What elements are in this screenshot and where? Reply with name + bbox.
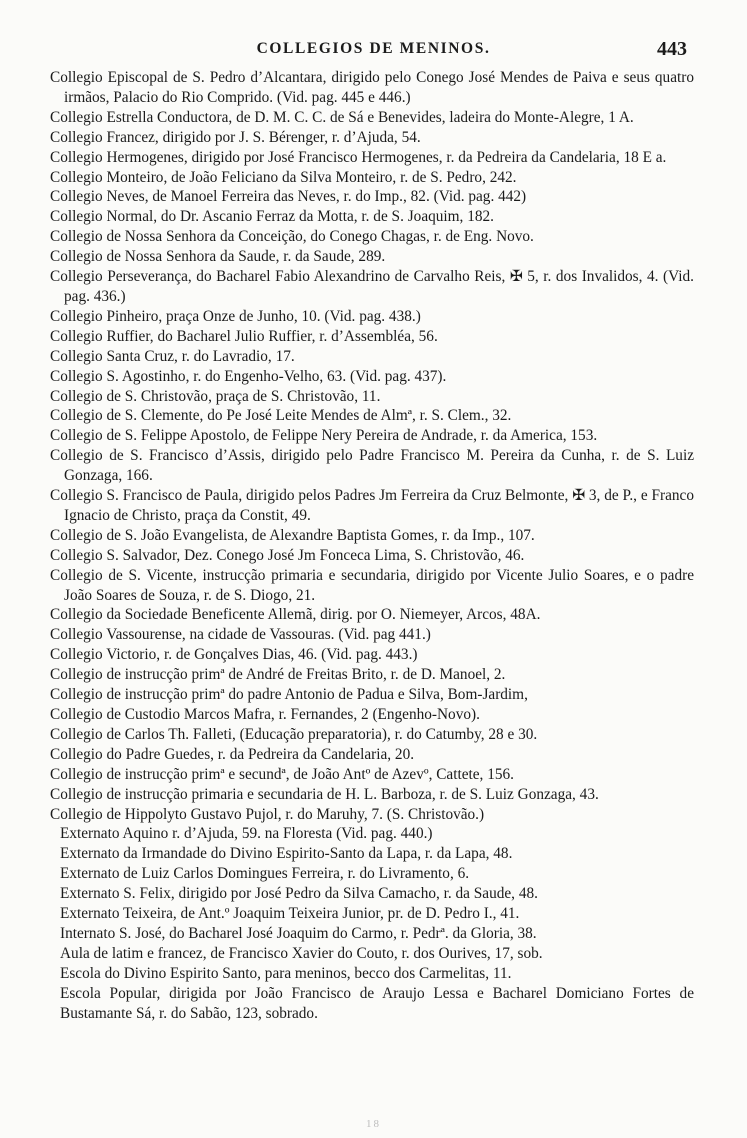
entry: Collegio de Hippolyto Gustavo Pujol, r. do Maruhy, 7. (S. Christovão.) — [50, 805, 485, 823]
entry: Collegio Hermogenes, dirigido por José Francisco Hermogenes, r. da Pedreira da Candelaria, 18 E a. — [50, 148, 667, 166]
entry: Collegio de instrucção primª de André de Freitas Brito, r. de D. Manoel, 2. — [50, 666, 506, 684]
entry-list — [50, 68, 694, 1024]
entry: Collegio de S. Christovão, praça de S. Christovão, 11. — [50, 387, 381, 405]
entry: Collegio Victorio, r. de Gonçalves Dias, 46. (Vid. pag. 443.) — [50, 646, 418, 664]
entry: Collegio do Padre Guedes, r. da Pedreira da Candelaria, 20. — [50, 745, 415, 763]
entry: Collegio Ruffier, do Bacharel Julio Ruffier, r. d’Assembléa, 56. — [50, 327, 438, 345]
entry: Collegio S. Francisco de Paula, dirigido pelos Padres Jm Ferreira da Cruz Belmonte, ✠ 3, de P., e Franco Ignacio de Christo, praça da Constit, 49. — [50, 487, 694, 524]
entry: Externato de Luiz Carlos Domingues Ferreira, r. do Livramento, 6. — [60, 865, 470, 883]
entry: Collegio de instrucção primª e secundª, de João Antº de Azevº, Cattete, 156. — [50, 765, 514, 783]
entry: Collegio S. Salvador, Dez. Conego José Jm Fonceca Lima, S. Christovão, 46. — [50, 546, 525, 564]
entry: Collegio Vassourense, na cidade de Vassouras. (Vid. pag 441.) — [50, 626, 431, 644]
entry: Collegio Episcopal de S. Pedro d’Alcantara, dirigido pelo Conego José Mendes de Paiva e seus quatro irmãos, Palacio do Rio Comprido. (Vid. pag. 445 e 446.) — [50, 69, 694, 106]
entry: Collegio de instrucção primª do padre Antonio de Padua e Silva, Bom-Jardim, — [50, 686, 528, 704]
entry: Externato Aquino r. d’Ajuda, 59. na Floresta (Vid. pag. 440.) — [60, 825, 433, 843]
entry: Collegio Neves, de Manoel Ferreira das Neves, r. do Imp., 82. (Vid. pag. 442) — [50, 188, 527, 206]
entry: Collegio Perseverança, do Bacharel Fabio Alexandrino de Carvalho Reis, ✠ 5, r. dos Invalidos, 4. (Vid. pag. 436.) — [50, 268, 694, 305]
page-number: 443 — [657, 38, 687, 60]
entry: Collegio de Nossa Senhora da Conceição, do Conego Chagas, r. de Eng. Novo. — [50, 228, 534, 246]
entry: Collegio Pinheiro, praça Onze de Junho, 10. (Vid. pag. 438.) — [50, 307, 421, 325]
page-header — [0, 38, 747, 66]
entry: Collegio de Nossa Senhora da Saude, r. da Saude, 289. — [50, 248, 386, 266]
entry: Collegio S. Agostinho, r. do Engenho-Velho, 63. (Vid. pag. 437). — [50, 367, 447, 385]
entry: Collegio Monteiro, de João Feliciano da Silva Monteiro, r. de S. Pedro, 242. — [50, 168, 517, 186]
entry: Collegio de Carlos Th. Falleti, (Educação preparatoria), r. do Catumby, 28 e 30. — [50, 725, 538, 743]
entry: Aula de latim e francez, de Francisco Xavier do Couto, r. dos Ourives, 17, sob. — [60, 944, 543, 962]
entry: Collegio de S. Vicente, instrucção primaria e secundaria, dirigido por Vicente Julio Soares, e o padre João Soares de Souza, r. de S. Diogo, 21. — [50, 566, 694, 604]
entry: Collegio de S. João Evangelista, de Alexandre Baptista Gomes, r. da Imp., 107. — [50, 526, 535, 544]
entry: Externato da Irmandade do Divino Espirito-Santo da Lapa, r. da Lapa, 48. — [60, 845, 513, 863]
entry: Collegio Santa Cruz, r. do Lavradio, 17. — [50, 347, 295, 365]
entry: Collegio Francez, dirigido por J. S. Bérenger, r. d’Ajuda, 54. — [50, 128, 421, 146]
entry: Escola do Divino Espirito Santo, para meninos, becco dos Carmelitas, 11. — [60, 964, 512, 982]
entry: Externato S. Felix, dirigido por José Pedro da Silva Camacho, r. da Saude, 48. — [60, 885, 538, 903]
entry: Collegio de Custodio Marcos Mafra, r. Fernandes, 2 (Engenho-Novo). — [50, 706, 480, 723]
running-head: COLLEGIOS DE MENINOS. — [256, 40, 491, 57]
entry: Collegio de S. Clemente, do Pe José Leite Mendes de Almª, r. S. Clem., 32. — [50, 407, 512, 425]
entry: Internato S. José, do Bacharel José Joaquim do Carmo, r. Pedrª. da Gloria, 38. — [60, 924, 537, 942]
entry: Collegio de S. Francisco d’Assis, dirigido pelo Padre Francisco M. Pereira da Cunha, r. de S. Luiz Gonzaga, 166. — [50, 447, 694, 485]
entry: Escola Popular, dirigida por João Francisco de Araujo Lessa e Bacharel Domiciano Fortes de Bustamante Sá, r. do Sabão, 123, sobrado. — [60, 984, 694, 1022]
footer-mark: 18 — [366, 1118, 381, 1130]
entry: Collegio de instrucção primaria e secundaria de H. L. Barboza, r. de S. Luiz Gonzaga, 43. — [50, 785, 599, 803]
entry: Collegio de S. Felippe Apostolo, de Felippe Nery Pereira de Andrade, r. da America, 153. — [50, 427, 598, 445]
entry: Collegio da Sociedade Beneficente Allemã, dirig. por O. Niemeyer, Arcos, 48A. — [50, 606, 541, 624]
entry: Collegio Estrella Conductora, de D. M. C. C. de Sá e Benevides, ladeira do Monte-Alegre, 1 A. — [50, 108, 634, 126]
entry: Externato Teixeira, de Ant.º Joaquim Teixeira Junior, pr. de D. Pedro I., 41. — [60, 905, 520, 923]
entry: Collegio Normal, do Dr. Ascanio Ferraz da Motta, r. de S. Joaquim, 182. — [50, 208, 494, 226]
